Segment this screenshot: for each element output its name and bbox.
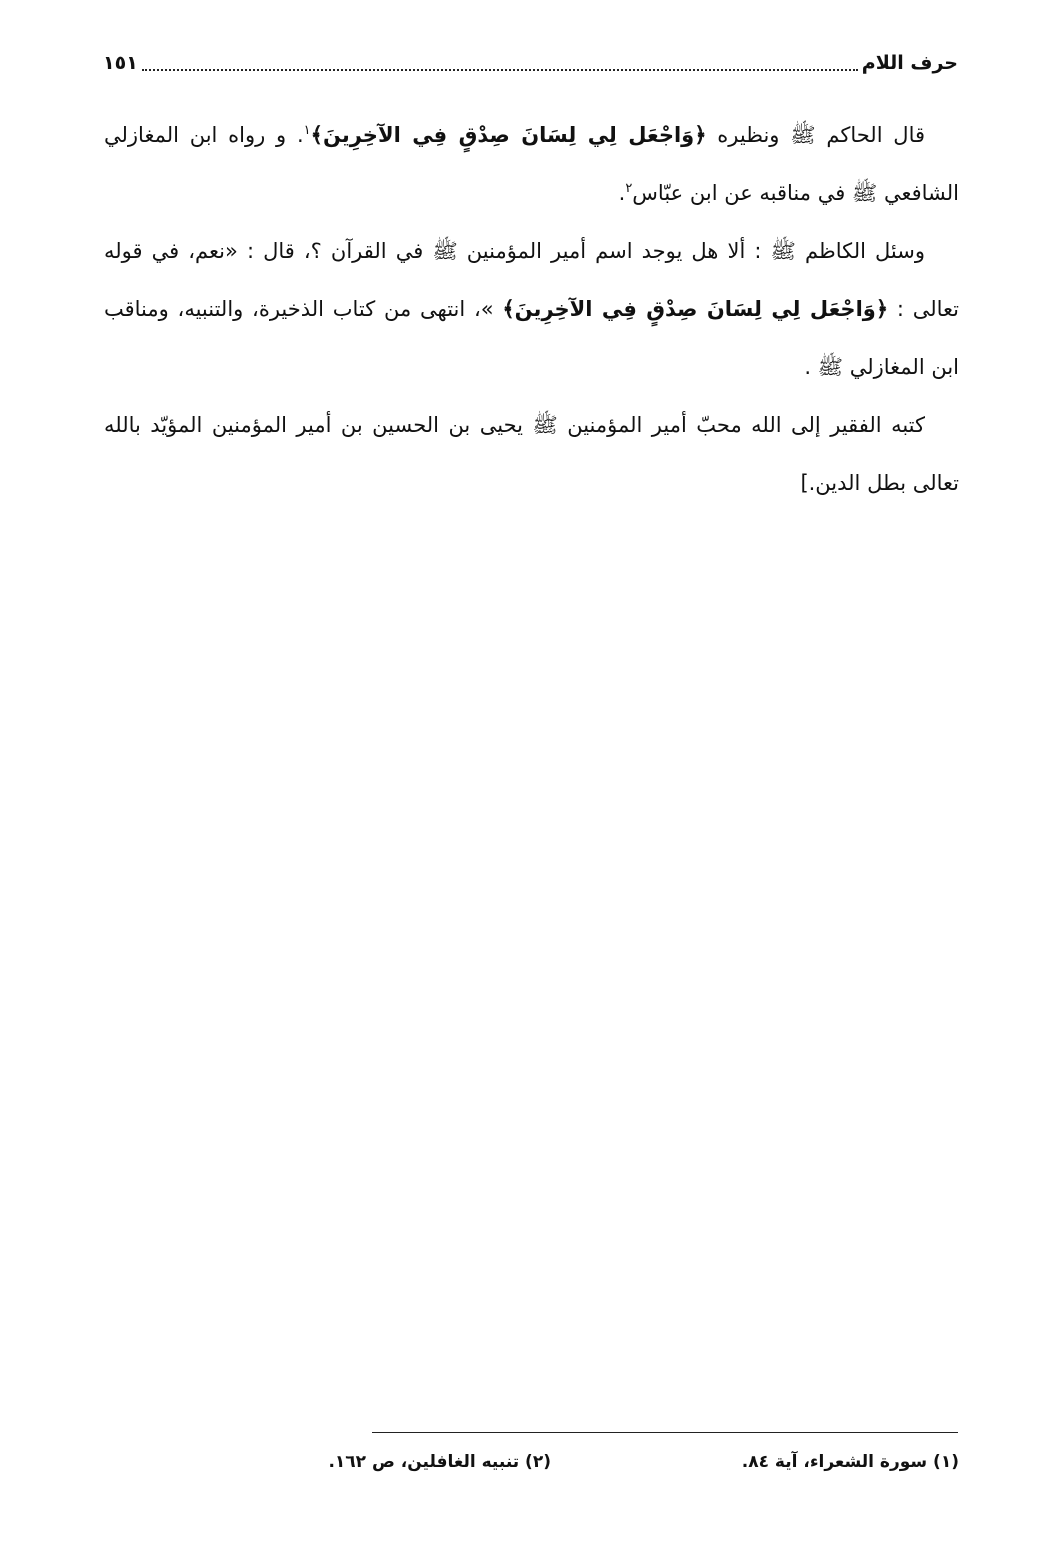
page-number: ١٥١ [103,52,138,74]
text-segment: وسئل الكاظم ﷺ : ألا هل يوجد اسم أمير المؤمنين ﷺ في القرآن ؟، قال : «نعم، في قوله تعالى : [104,239,960,321]
paragraph [104,222,959,396]
paragraph [104,396,959,512]
paragraph [104,106,959,222]
text-segment: كتبه الفقير إلى الله محبّ أمير المؤمنين ﷺ يحيى بن الحسين بن أمير المؤمنين المؤيّد بالله تعالى بطل الدين.] [104,413,959,495]
chapter-title: حرف اللام [861,52,958,74]
footnote-2: (٢) تنبيه الغافلين، ص ١٦٢. [328,1452,551,1472]
footnote-ref-2: ٢ [625,181,633,196]
main-text [104,106,959,512]
text-segment: قال الحاكم ﷺ ونظيره [706,123,926,147]
quran-verse: ﴿وَاجْعَل لِي لِسَانَ صِدْقٍ فِي الآخِرِينَ﴾ [310,123,707,147]
footnote-1: (١) سورة الشعراء، آية ٨٤. [741,1452,959,1472]
footnote-ref-1: ١ [303,123,311,138]
text-segment: »، انتهى من كتاب الذخيرة، والتنبيه، ومناقب ابن المغازلي ﷺ . [104,297,959,379]
running-header [103,48,958,78]
footnote-divider [372,1432,958,1433]
text-segment: . [618,181,626,205]
text-segment: . و رواه ابن المغازلي الشافعي ﷺ في مناقبه عن ابن عبّاس [104,123,959,205]
leader-dots [142,55,858,71]
footnotes [104,1452,959,1486]
quran-verse: ﴿وَاجْعَل لِي لِسَانَ صِدْقٍ فِي الآخِرِينَ﴾ [502,297,889,321]
